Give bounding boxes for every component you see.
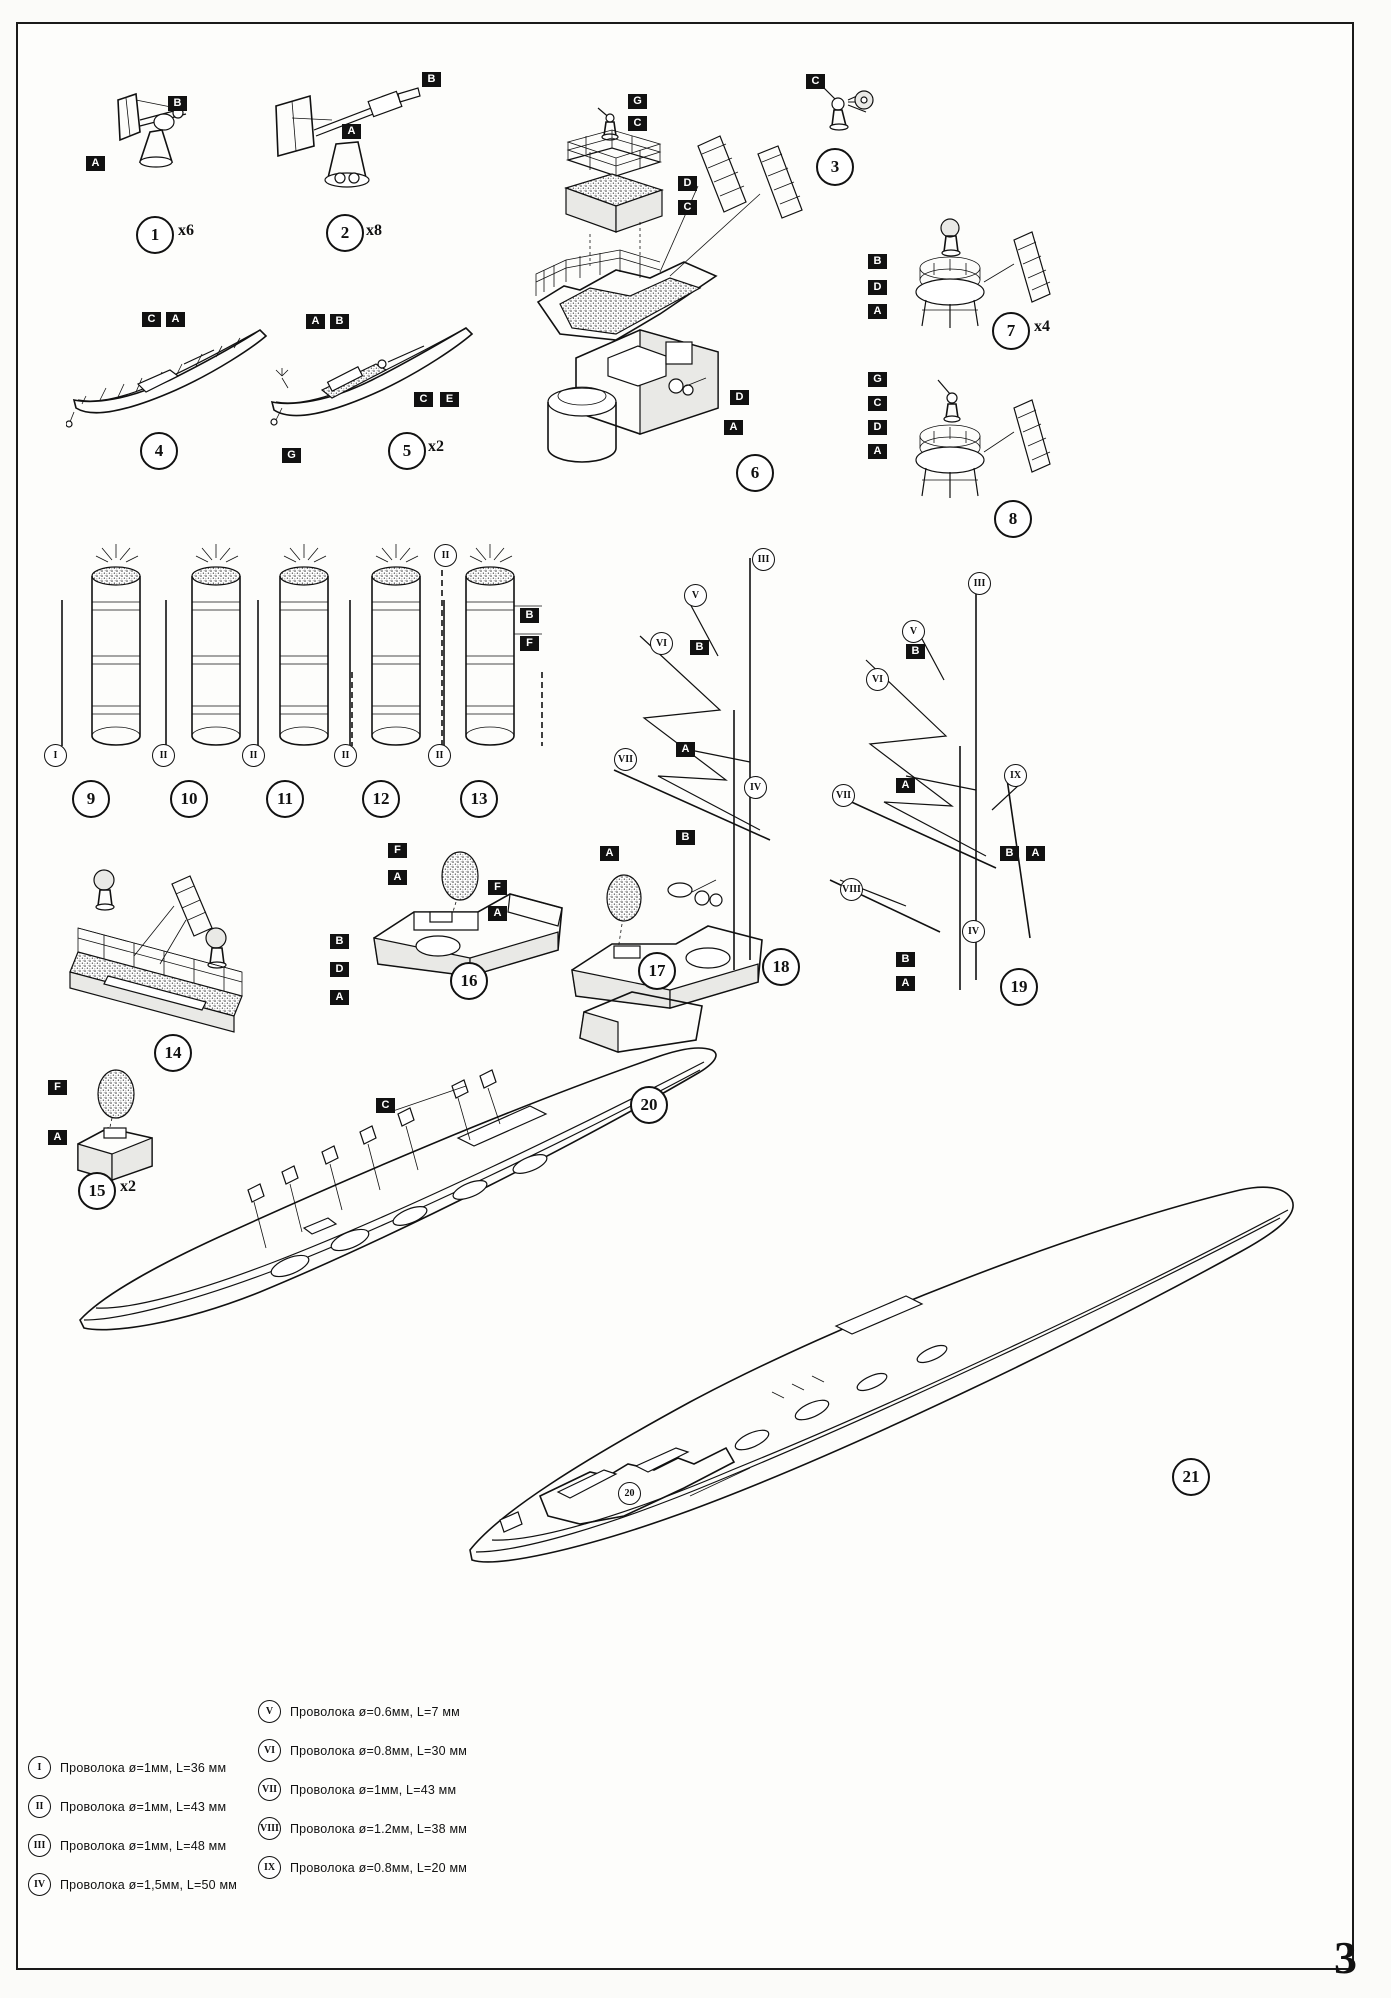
legend-text: Проволока ø=1,5мм, L=50 мм: [60, 1877, 238, 1892]
callout-tag-b: B: [906, 644, 925, 659]
step-number-10: 10: [170, 780, 208, 818]
step-number-20: 20: [630, 1086, 668, 1124]
callout-tag-a: A: [868, 444, 887, 459]
step-number-5: 5: [388, 432, 426, 470]
legend-row: [258, 1778, 467, 1801]
step-number-4: 4: [140, 432, 178, 470]
step-4-boat: [66, 300, 286, 430]
legend-row: [258, 1739, 467, 1762]
wire-mark-v: V: [684, 584, 707, 607]
callout-tag-a: A: [896, 976, 915, 991]
step-quantity-7: x4: [1034, 318, 1050, 335]
legend-row: [28, 1873, 237, 1896]
callout-tag-a: A: [868, 304, 887, 319]
callout-tag-a: A: [342, 124, 361, 139]
legend-row: [258, 1856, 467, 1879]
wire-mark-vi: VI: [650, 632, 673, 655]
legend-text: Проволока ø=1мм, L=36 мм: [60, 1760, 227, 1775]
callout-tag-f: F: [48, 1080, 67, 1095]
step-number-8: 8: [994, 500, 1032, 538]
legend-row: [28, 1795, 237, 1818]
callout-tag-a: A: [330, 990, 349, 1005]
wire-mark-v: V: [902, 620, 925, 643]
step-number-11: 11: [266, 780, 304, 818]
callout-tag-b: B: [896, 952, 915, 967]
step-quantity-2: x8: [366, 222, 382, 239]
wire-mark-iii: III: [968, 572, 991, 595]
callout-tag-a: A: [388, 870, 407, 885]
callout-tag-b: B: [168, 96, 187, 111]
callout-tag-d: D: [868, 280, 887, 295]
legend-text: Проволока ø=0.6мм, L=7 мм: [290, 1704, 460, 1719]
wire-mark-iii: III: [28, 1834, 51, 1857]
wire-mark-i: I: [44, 744, 67, 767]
wire-mark-vi: VI: [866, 668, 889, 691]
legend-column-right: [258, 1700, 467, 1895]
wire-mark-vii: VII: [258, 1778, 281, 1801]
step-number-16: 16: [450, 962, 488, 1000]
callout-tag-b: B: [868, 254, 887, 269]
wire-mark-ix: IX: [1004, 764, 1027, 787]
callout-tag-d: D: [868, 420, 887, 435]
callout-tag-b: B: [422, 72, 441, 87]
legend-text: Проволока ø=1.2мм, L=38 мм: [290, 1821, 468, 1836]
step-number-3: 3: [816, 148, 854, 186]
step-number-6: 6: [736, 454, 774, 492]
step-number-19: 19: [1000, 968, 1038, 1006]
callout-tag-a: A: [86, 156, 105, 171]
callout-tag-f: F: [388, 843, 407, 858]
step-2-assembly: [262, 74, 452, 204]
wire-mark-v: V: [258, 1700, 281, 1723]
callout-tag-c: C: [376, 1098, 395, 1113]
callout-tag-c: C: [806, 74, 825, 89]
legend-row: [258, 1817, 467, 1840]
step-reference-20: 20: [618, 1482, 641, 1505]
callout-tag-c: C: [414, 392, 433, 407]
wire-mark-ii: II: [28, 1795, 51, 1818]
wire-mark-ii: II: [242, 744, 265, 767]
wire-mark-vi: VI: [258, 1739, 281, 1762]
step-quantity-15: x2: [120, 1178, 136, 1195]
step-number-1: 1: [136, 216, 174, 254]
step-quantity-5: x2: [428, 438, 444, 455]
step-number-2: 2: [326, 214, 364, 252]
callout-tag-c: C: [142, 312, 161, 327]
callout-tag-g: G: [868, 372, 887, 387]
step-8-platform: [864, 368, 1064, 518]
wire-mark-iv: IV: [744, 776, 767, 799]
page-number: 3: [1334, 1932, 1357, 1983]
step-number-17: 17: [638, 952, 676, 990]
step-6-superstructure: [520, 90, 850, 510]
wire-mark-vii: VII: [832, 784, 855, 807]
wire-mark-ii: II: [434, 544, 457, 567]
callout-tag-a: A: [306, 314, 325, 329]
step-number-21: 21: [1172, 1458, 1210, 1496]
wire-mark-iv: IV: [962, 920, 985, 943]
wire-mark-ix: IX: [258, 1856, 281, 1879]
callout-tag-g: G: [282, 448, 301, 463]
callout-tag-b: B: [1000, 846, 1019, 861]
legend-row: [258, 1700, 467, 1723]
callout-tag-e: E: [440, 392, 459, 407]
step-number-18: 18: [762, 948, 800, 986]
step-21-hull: [440, 1180, 1320, 1600]
legend-text: Проволока ø=0.8мм, L=20 мм: [290, 1860, 468, 1875]
callout-tag-a: A: [676, 742, 695, 757]
callout-tag-a: A: [1026, 846, 1045, 861]
step-number-13: 13: [460, 780, 498, 818]
callout-tag-a: A: [896, 778, 915, 793]
wire-mark-vii: VII: [614, 748, 637, 771]
callout-tag-b: B: [520, 608, 539, 623]
callout-tag-b: B: [676, 830, 695, 845]
wire-mark-ii: II: [428, 744, 451, 767]
callout-tag-b: B: [330, 314, 349, 329]
wire-mark-iv: IV: [28, 1873, 51, 1896]
legend-text: Проволока ø=1мм, L=43 мм: [290, 1782, 457, 1797]
callout-tag-f: F: [520, 636, 539, 651]
wire-mark-ii: II: [334, 744, 357, 767]
legend-text: Проволока ø=0.8мм, L=30 мм: [290, 1743, 468, 1758]
callout-tag-a: A: [724, 420, 743, 435]
wire-mark-i: I: [28, 1756, 51, 1779]
wire-mark-iii: III: [752, 548, 775, 571]
step-number-15: 15: [78, 1172, 116, 1210]
callout-tag-c: C: [628, 116, 647, 131]
step-number-12: 12: [362, 780, 400, 818]
step-9-funnel: [46, 540, 166, 770]
wire-mark-viii: VIII: [840, 878, 863, 901]
step-number-14: 14: [154, 1034, 192, 1072]
callout-tag-g: G: [628, 94, 647, 109]
callout-tag-c: C: [868, 396, 887, 411]
callout-tag-a: A: [488, 906, 507, 921]
step-1-assembly: [90, 80, 240, 200]
callout-tag-a: A: [48, 1130, 67, 1145]
callout-tag-a: A: [600, 846, 619, 861]
legend-text: Проволока ø=1мм, L=48 мм: [60, 1838, 227, 1853]
legend-text: Проволока ø=1мм, L=43 мм: [60, 1799, 227, 1814]
step-13-funnel: [430, 540, 580, 770]
callout-tag-d: D: [730, 390, 749, 405]
callout-tag-f: F: [488, 880, 507, 895]
legend-row: [28, 1756, 237, 1779]
callout-tag-b: B: [690, 640, 709, 655]
legend-row: [28, 1834, 237, 1857]
callout-tag-c: C: [678, 200, 697, 215]
callout-tag-b: B: [330, 934, 349, 949]
step-quantity-1: x6: [178, 222, 194, 239]
wire-mark-ii: II: [152, 744, 175, 767]
step-number-9: 9: [72, 780, 110, 818]
wire-mark-viii: VIII: [258, 1817, 281, 1840]
callout-tag-a: A: [166, 312, 185, 327]
step-number-7: 7: [992, 312, 1030, 350]
callout-tag-d: D: [678, 176, 697, 191]
legend-column-left: [28, 1756, 237, 1912]
callout-tag-d: D: [330, 962, 349, 977]
